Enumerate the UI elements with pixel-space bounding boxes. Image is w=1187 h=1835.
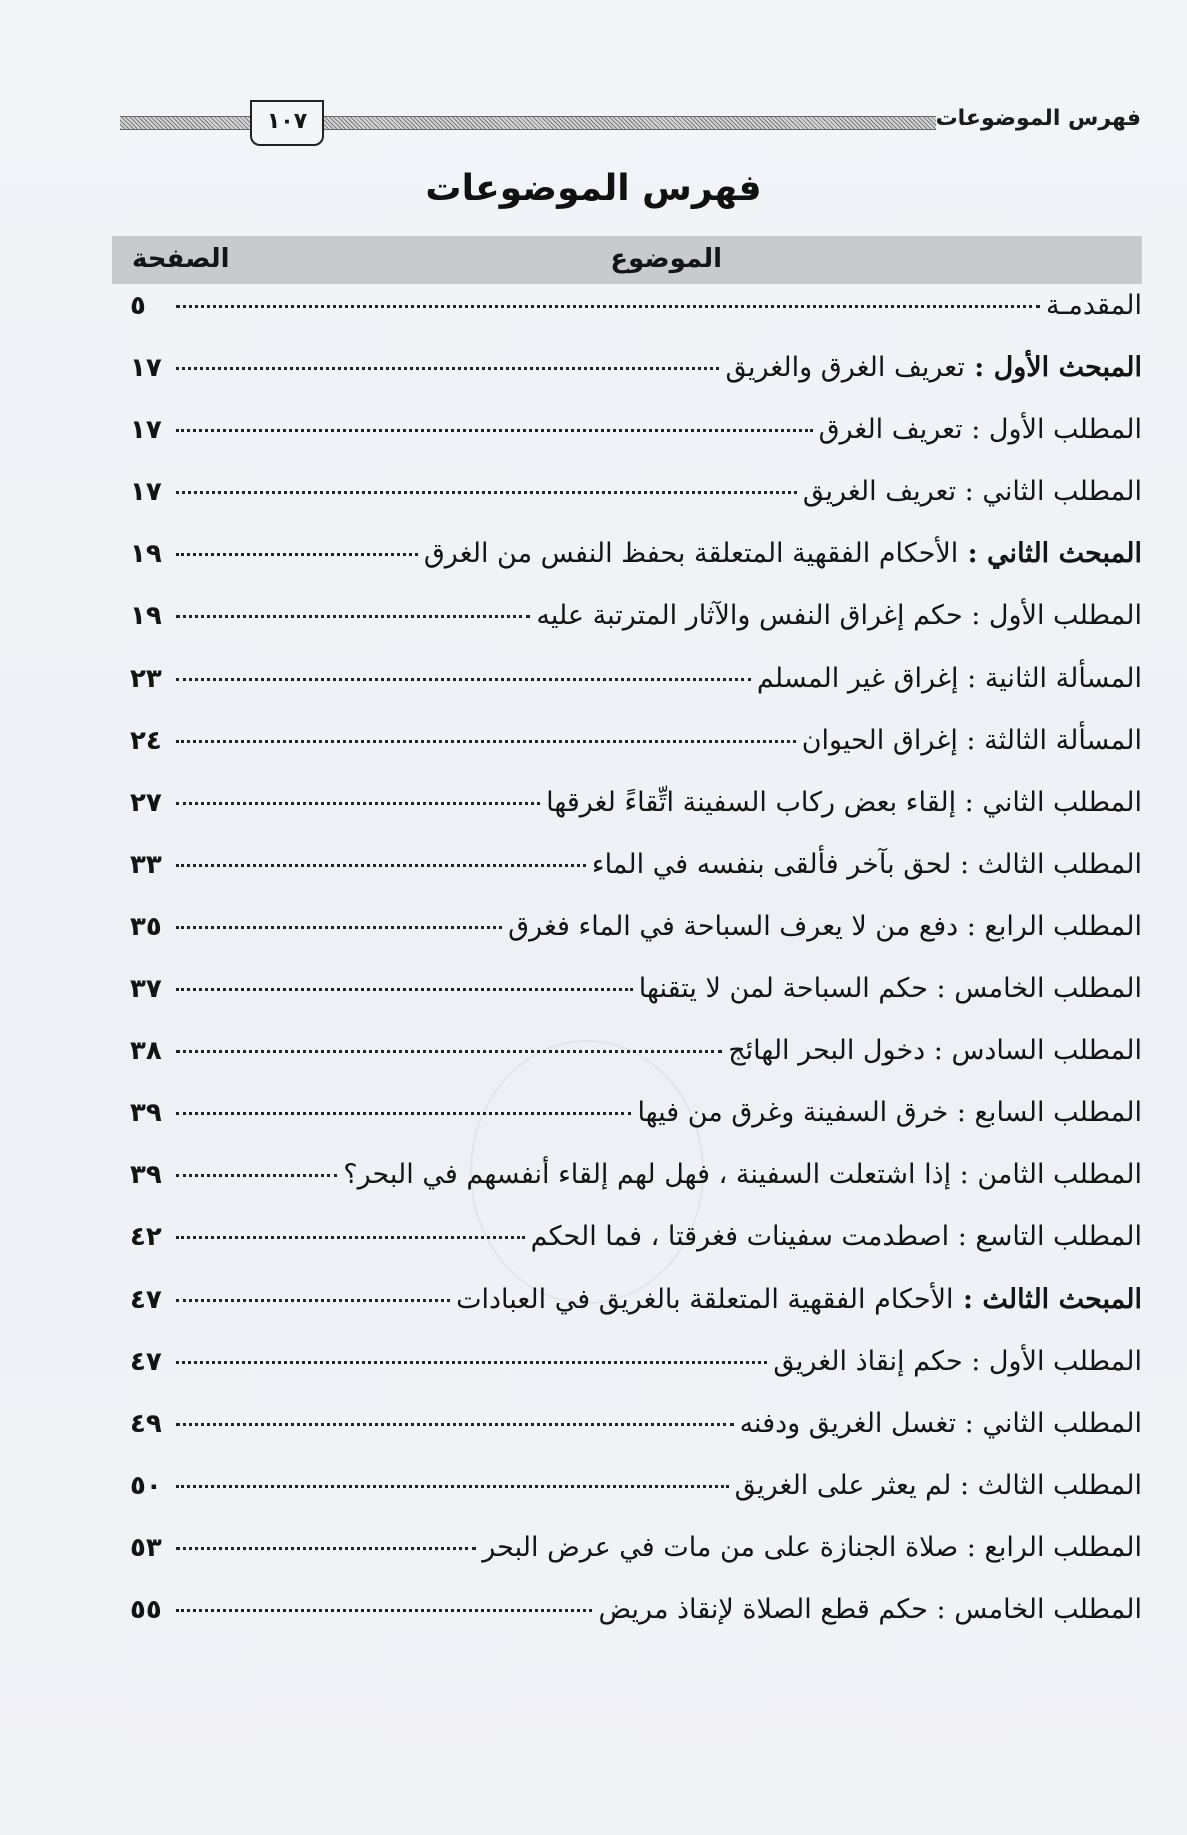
toc-entry-page: ٣٩ <box>130 1098 162 1129</box>
toc-entry-title: المطلب الرابع : دفع من لا يعرف السباحة في الماء فغرق <box>508 910 1142 942</box>
toc-entry[interactable] <box>130 849 1142 911</box>
toc-entry-prefix: المبحث الأول : <box>964 352 1142 384</box>
toc-entry-title: المطلب السادس : دخول البحر الهائج <box>728 1035 1142 1067</box>
toc-entry[interactable] <box>130 1035 1142 1097</box>
toc-entry-title: المطلب الثاني : تغسل الغريق ودفنه <box>739 1407 1142 1439</box>
toc-entry-title: تعريف الغرق والغريق <box>725 352 965 384</box>
toc-entry-page: ١٧ <box>130 415 162 446</box>
leader-dots <box>176 615 530 618</box>
toc-entry[interactable] <box>130 1532 1142 1594</box>
toc-entry-page: ٣٣ <box>130 849 162 880</box>
leader-dots <box>176 553 418 556</box>
toc-entry[interactable] <box>130 1221 1142 1283</box>
toc-entry[interactable] <box>130 1097 1142 1159</box>
toc-entry-page: ٤٧ <box>130 1284 162 1315</box>
toc-entry[interactable] <box>130 476 1142 538</box>
leader-dots <box>176 1609 592 1612</box>
toc-entry[interactable] <box>130 1470 1142 1532</box>
toc-entry-title: المطلب الثالث : لم يعثر على الغريق <box>734 1469 1142 1501</box>
leader-dots <box>176 926 502 929</box>
column-page-label: الصفحة <box>132 244 230 274</box>
toc-entry-page: ٤٢ <box>130 1222 162 1253</box>
toc-entry-page: ١٩ <box>130 601 162 632</box>
toc-entry-title: الأحكام الفقهية المتعلقة بحفظ النفس من الغرق <box>423 538 959 570</box>
column-topic-label: الموضوع <box>610 244 722 274</box>
toc-entry-page: ١٧ <box>130 353 162 384</box>
toc-entry[interactable] <box>130 1284 1142 1346</box>
toc-entry-title: المطلب الثاني : تعريف الغريق <box>802 476 1142 508</box>
toc-entry-title: المطلب الأول : حكم إغراق النفس والآثار المترتبة عليه <box>536 600 1142 632</box>
leader-dots <box>176 1112 631 1115</box>
toc-entry-page: ٣٥ <box>130 911 162 942</box>
toc-entry[interactable] <box>130 973 1142 1035</box>
toc-list <box>130 290 1142 1656</box>
toc-entry[interactable] <box>130 290 1142 352</box>
toc-entry-page: ٤٧ <box>130 1346 162 1377</box>
toc-entry-page: ٥٠ <box>130 1470 162 1501</box>
toc-entry-title: المطلب الثالث : لحق بآخر فألقى بنفسه في الماء <box>591 848 1142 880</box>
toc-entry[interactable] <box>130 725 1142 787</box>
toc-entry-page: ٢٣ <box>130 663 162 694</box>
toc-entry[interactable] <box>130 787 1142 849</box>
toc-entry[interactable] <box>130 538 1142 600</box>
leader-dots <box>176 1174 337 1177</box>
toc-entry-page: ٣٩ <box>130 1160 162 1191</box>
toc-entry-page: ١٧ <box>130 477 162 508</box>
header-ornament-band <box>120 116 936 130</box>
leader-dots <box>176 988 633 991</box>
toc-entry-title: المسألة الثالثة : إغراق الحيوان <box>801 724 1142 756</box>
toc-entry-page: ٥٣ <box>130 1532 162 1563</box>
leader-dots <box>176 1423 734 1426</box>
toc-entry-title: المسألة الثانية : إغراق غير المسلم <box>756 662 1142 694</box>
toc-entry[interactable] <box>130 1594 1142 1656</box>
toc-entry-title: الأحكام الفقهية المتعلقة بالغريق في العبادات <box>456 1283 954 1315</box>
toc-entry[interactable] <box>130 663 1142 725</box>
toc-entry[interactable] <box>130 911 1142 973</box>
toc-heading: فهرس الموضوعات <box>425 168 762 209</box>
leader-dots <box>176 864 586 867</box>
toc-entry[interactable] <box>130 1408 1142 1470</box>
toc-entry-title: المطلب السابع : خرق السفينة وغرق من فيها <box>637 1097 1142 1129</box>
leader-dots <box>176 491 797 494</box>
toc-entry[interactable] <box>130 600 1142 662</box>
toc-entry-title: المطلب الخامس : حكم قطع الصلاة لإنقاذ مريض <box>598 1593 1142 1625</box>
page-number: ١٠٧ <box>266 109 308 134</box>
leader-dots <box>176 1050 722 1053</box>
toc-entry-page: ٢٤ <box>130 725 162 756</box>
toc-entry[interactable] <box>130 1346 1142 1408</box>
toc-entry-page: ٣٨ <box>130 1036 162 1067</box>
toc-entry-title: المطلب الأول : حكم إنقاذ الغريق <box>773 1345 1142 1377</box>
page-number-box <box>250 100 324 146</box>
toc-entry-page: ٣٧ <box>130 974 162 1005</box>
toc-entry-title: المطلب الثاني : إلقاء بعض ركاب السفينة اتِّقاءً لغرقها <box>546 786 1142 818</box>
leader-dots <box>176 367 719 370</box>
leader-dots <box>176 678 751 681</box>
leader-dots <box>176 305 1040 308</box>
toc-entry-page: ٥ <box>130 291 146 321</box>
leader-dots <box>176 1361 767 1364</box>
toc-entry-page: ٢٧ <box>130 787 162 818</box>
toc-entry-prefix: المبحث الثالث : <box>953 1283 1142 1315</box>
running-header <box>120 100 1141 148</box>
toc-entry-title: المطلب الأول : تعريف الغرق <box>818 414 1142 446</box>
toc-entry-title: المطلب الثامن : إذا اشتعلت السفينة ، فهل لهم إلقاء أنفسهم في البحر؟ <box>343 1159 1142 1191</box>
toc-entry-title: المطلب الرابع : صلاة الجنازة على من مات في عرض البحر <box>482 1531 1142 1563</box>
toc-column-header <box>112 236 1142 284</box>
toc-entry-title: المطلب الخامس : حكم السباحة لمن لا يتقنها <box>638 973 1142 1005</box>
leader-dots <box>176 1299 450 1302</box>
toc-entry-page: ١٩ <box>130 539 162 570</box>
leader-dots <box>176 429 813 432</box>
leader-dots <box>176 1485 729 1488</box>
toc-entry[interactable] <box>130 414 1142 476</box>
toc-entry-page: ٤٩ <box>130 1408 162 1439</box>
leader-dots <box>176 1236 525 1239</box>
leader-dots <box>176 740 796 743</box>
leader-dots <box>176 1547 476 1550</box>
running-header-title: فهرس الموضوعات <box>935 106 1141 131</box>
toc-entry[interactable] <box>130 1159 1142 1221</box>
toc-entry-title: المطلب التاسع : اصطدمت سفينات فغرقتا ، فما الحكم <box>530 1221 1142 1253</box>
toc-entry[interactable] <box>130 352 1142 414</box>
toc-entry-title: المقدمـة <box>1045 290 1142 321</box>
toc-entry-prefix: المبحث الثاني : <box>958 538 1142 570</box>
leader-dots <box>176 802 540 805</box>
toc-entry-page: ٥٥ <box>130 1594 162 1625</box>
